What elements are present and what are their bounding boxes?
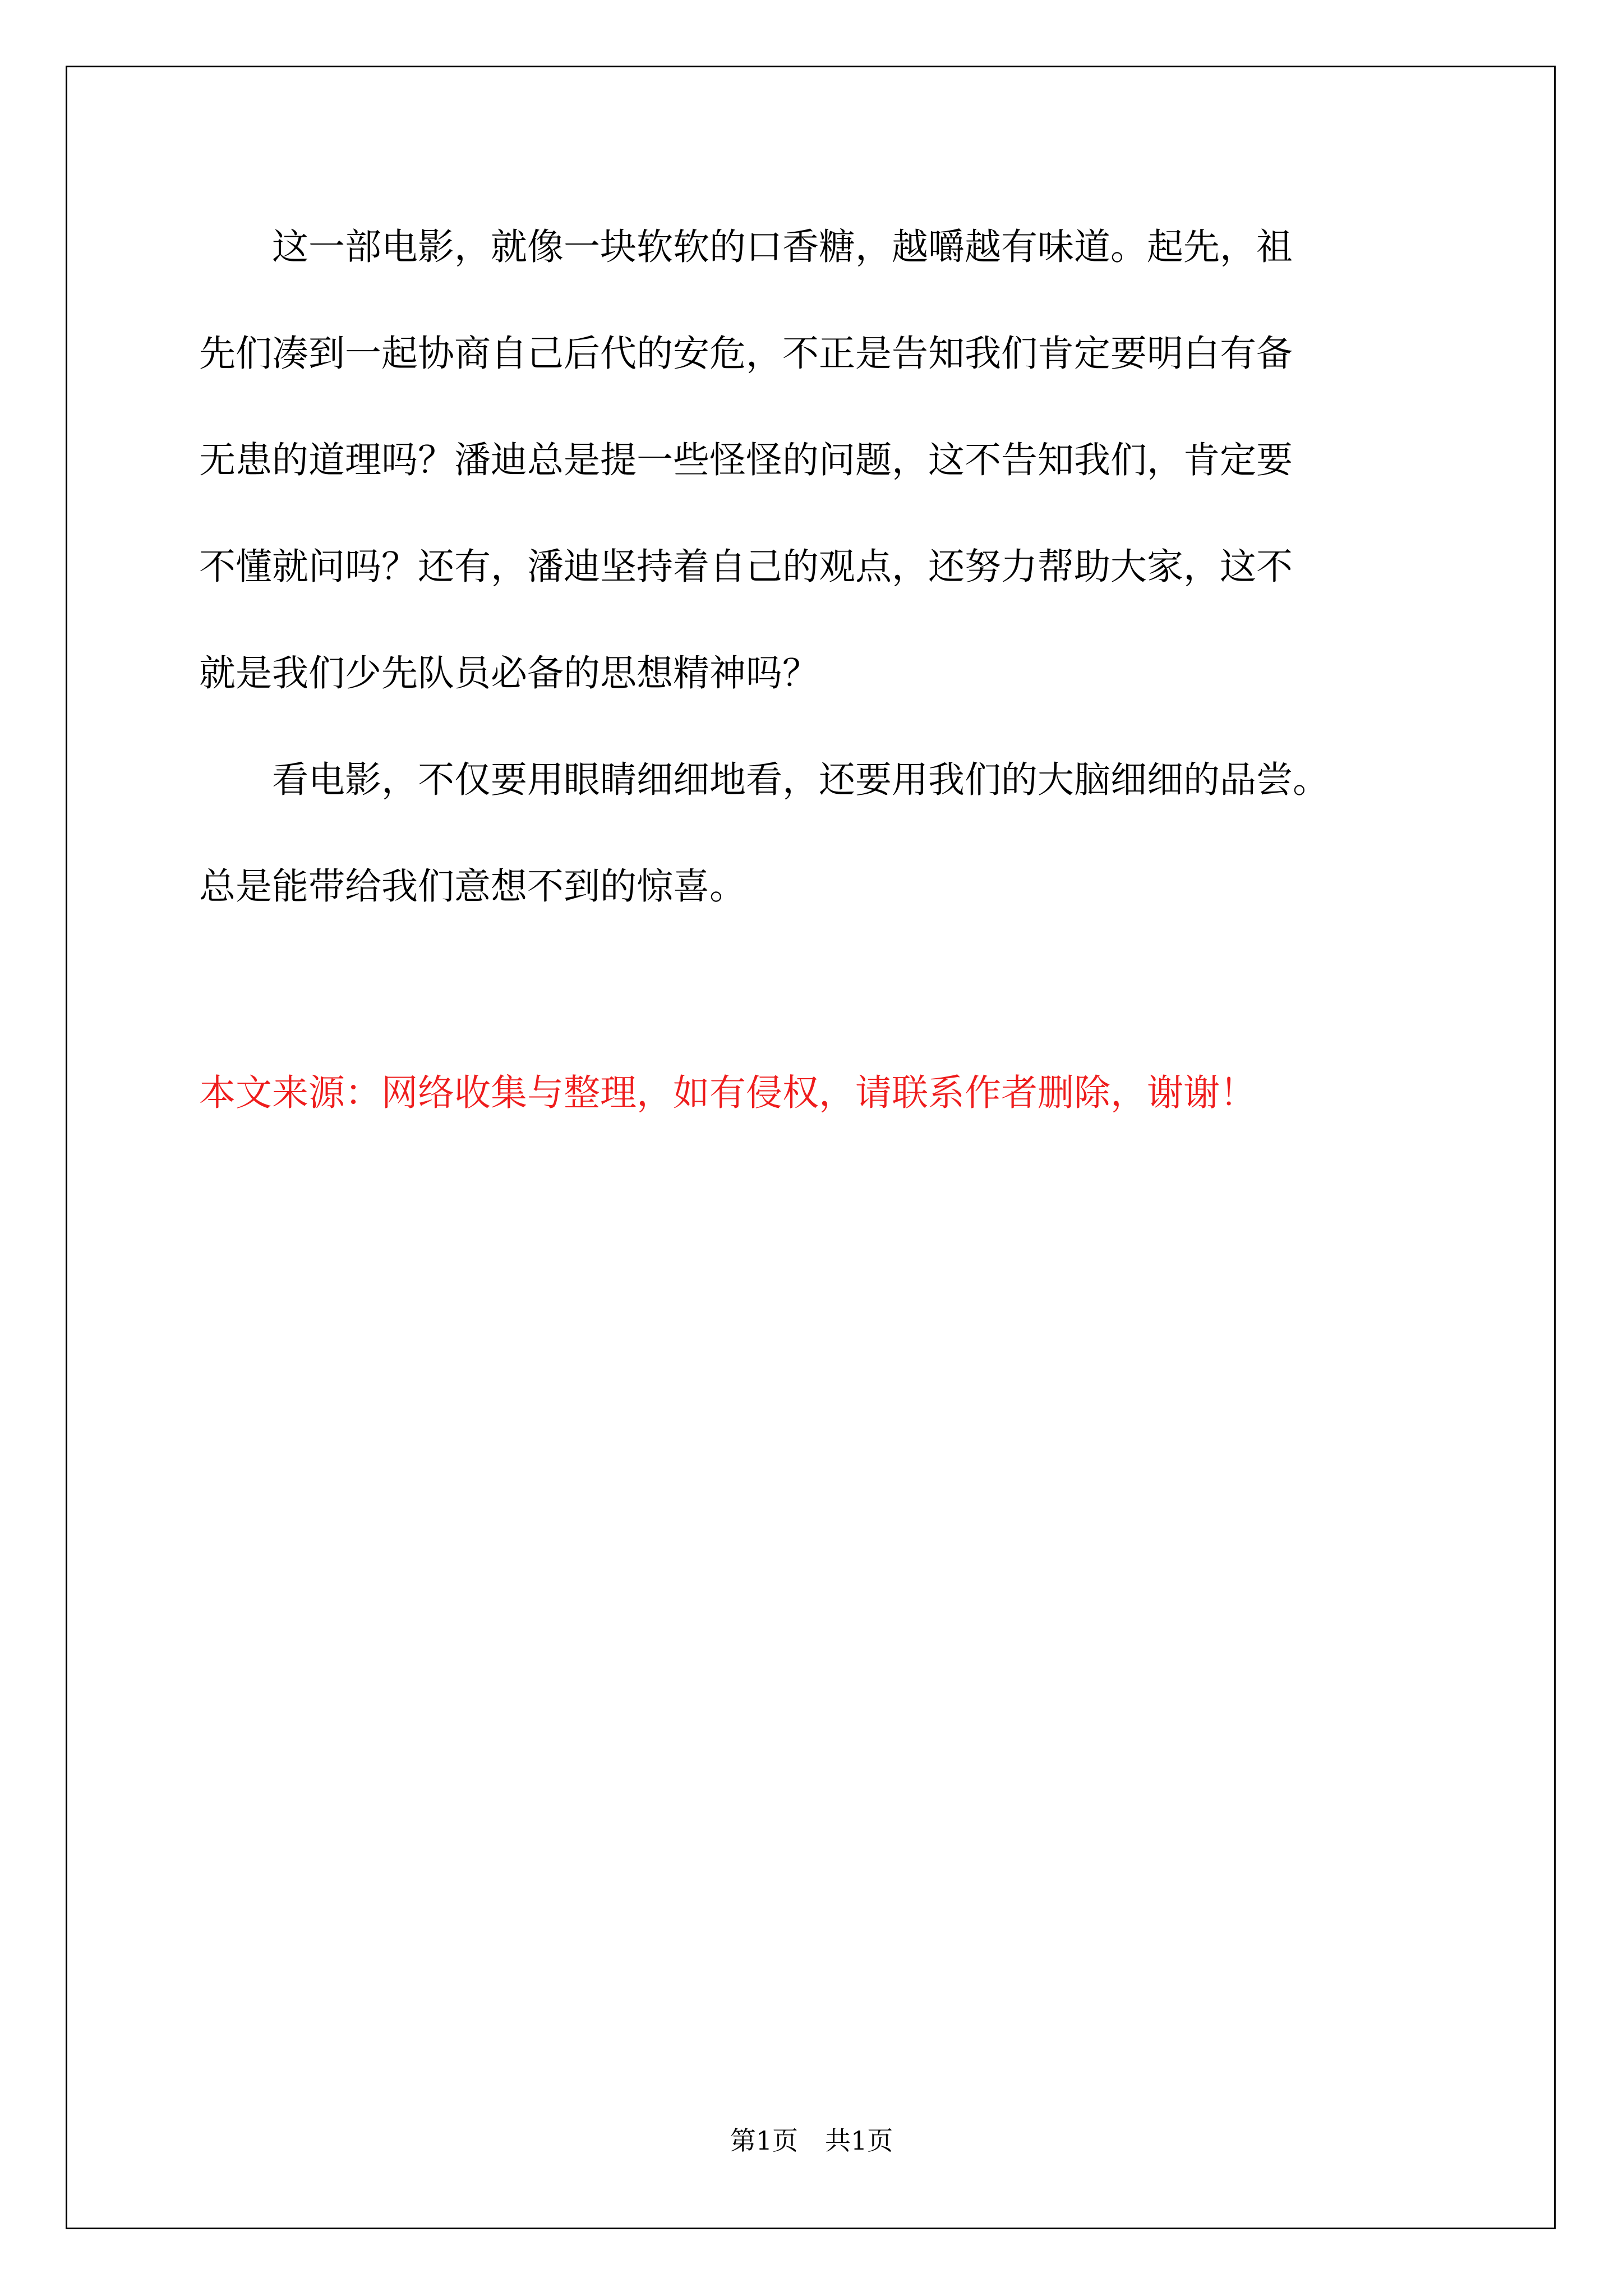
- page-border: [66, 66, 1556, 2229]
- paragraph-1-line-4: 不懂就问吗？还有，潘迪坚持着自己的观点，还努力帮助大家，这不: [199, 546, 1293, 588]
- paragraph-2-line-2: 总是能带给我们意想不到的惊喜。: [199, 866, 746, 908]
- paragraph-2-line-1: 看电影，不仅要用眼睛细细地看，还要用我们的大脑细细的品尝。: [199, 759, 1330, 801]
- page-footer: [0, 2120, 1623, 2157]
- paragraph-1-line-3: 无患的道理吗？潘迪总是提一些怪怪的问题，这不告知我们，肯定要: [199, 439, 1293, 481]
- source-note: 本文来源：网络收集与整理，如有侵权，请联系作者删除，谢谢！: [199, 1072, 1257, 1114]
- paragraph-1-line-2: 先们凑到一起协商自己后代的安危，不正是告知我们肯定要明白有备: [199, 333, 1293, 375]
- page-number-total: 共1页: [825, 2125, 893, 2156]
- paragraph-1-line-5: 就是我们少先队员必备的思想精神吗？: [199, 652, 819, 694]
- paragraph-1-line-1: 这一部电影，就像一块软软的口香糖，越嚼越有味道。起先，祖: [199, 226, 1293, 268]
- page-number-current: 第1页: [730, 2125, 798, 2156]
